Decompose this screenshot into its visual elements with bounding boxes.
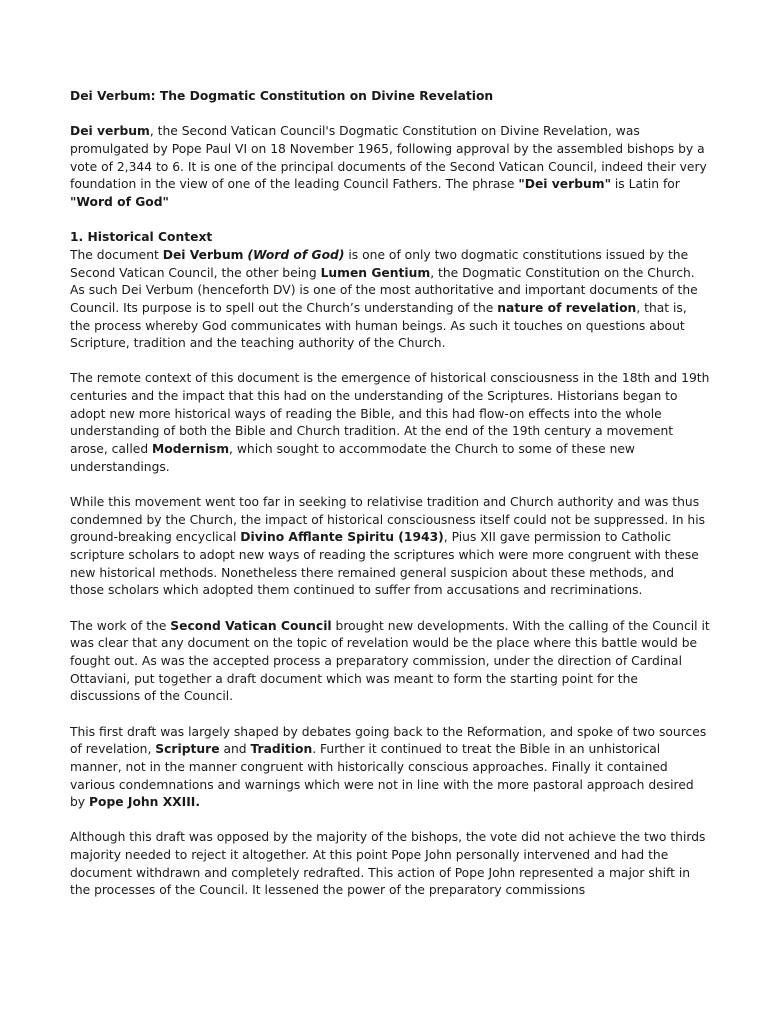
intro-term-word-of-god: "Word of God" [70, 194, 169, 209]
section1-paragraph-2: The remote context of this document is the emergence of historical consciousness in the 18th and 19th centuries and the impact that this had on the understanding of the Scriptures. Historians began to adopt new more historical ways of reading the Bible, and this had flow-on effects into the whole understanding of both the Bible and Church tradition. At the end of the 19th century a movement arose, called Modernism, which sought to accommodate the Church to some of these new understandings. [70, 371, 710, 474]
section1-paragraph-4: The work of the Second Vatican Council brought new developments. With the calling of the Council it was clear that any document on the topic of revelation would be the place where this battle would be fought out. As was the accepted process a preparatory commission, under the direction of Cardinal Ottaviani, put together a draft document which was meant to form the starting point for the discussions of the Council. [70, 618, 710, 704]
document-title: Dei Verbum: The Dogmatic Constitution on Divine Revelation [70, 89, 494, 103]
intro-term-dei-verbum: Dei verbum [70, 124, 150, 139]
section1-paragraph-3: While this movement went too far in seeking to relativise tradition and Church authority and was thus condemned by the Church, the impact of historical consciousness itself could not be suppressed. In his ground-breaking encyclical Divino Afflante Spiritu (1943), Pius XII gave permission to Catholic scripture scholars to adopt new ways of reading the scriptures which were more congruent with these new historical methods. Nonetheless there remained general suspicion about these methods, and those scholars which adopted them continued to suffer from accusations and recriminations. [70, 495, 706, 598]
section1-paragraph-5: This first draft was largely shaped by debates going back to the Reformation, and spoke of two sources of revelation, Scripture and Tradition. Further it continued to treat the Bible in an unhistorical manner, not in the manner congruent with historically conscious approaches. Finally it contained various condemnations and warnings which were not in line with the more pastoral approach desired by Pope John XXIII. [70, 724, 707, 810]
document-page [70, 88, 710, 918]
section-heading-historical-context: 1. Historical Context [70, 230, 213, 245]
intro-term-phrase: "Dei verbum" [518, 177, 611, 192]
intro-paragraph: Dei verbum, the Second Vatican Council's Dogmatic Constitution on Divine Revelation, was promulgated by Pope Paul VI on 18 November 1965, following approval by the assembled bishops by a vote of 2,344 to 6. It is one of the principal documents of the Second Vatican Council, indeed their very foundation in the view of one of the leading Council Fathers. The phrase "Dei verbum" is Latin for "Word of God" [70, 124, 707, 209]
section1-paragraph-1: The document Dei Verbum (Word of God) is one of only two dogmatic constitutions issued by the Second Vatican Council, the other being Lumen Gentium, the Dogmatic Constitution on the Church. As such Dei Verbum (henceforth DV) is one of the most authoritative and important documents of the Council. Its purpose is to spell out the Church’s understanding of the nature of revelation, that is, the process whereby God communicates with human beings. As such it touches on questions about Scripture, tradition and the teaching authority of the Church. [70, 247, 698, 351]
section1-paragraph-6: Although this draft was opposed by the majority of the bishops, the vote did not achieve the two thirds majority needed to reject it altogether. At this point Pope John personally intervened and had the document withdrawn and completely redrafted. This action of Pope John represented a major shift in the processes of the Council. It lessened the power of the preparatory commissions [70, 830, 706, 898]
